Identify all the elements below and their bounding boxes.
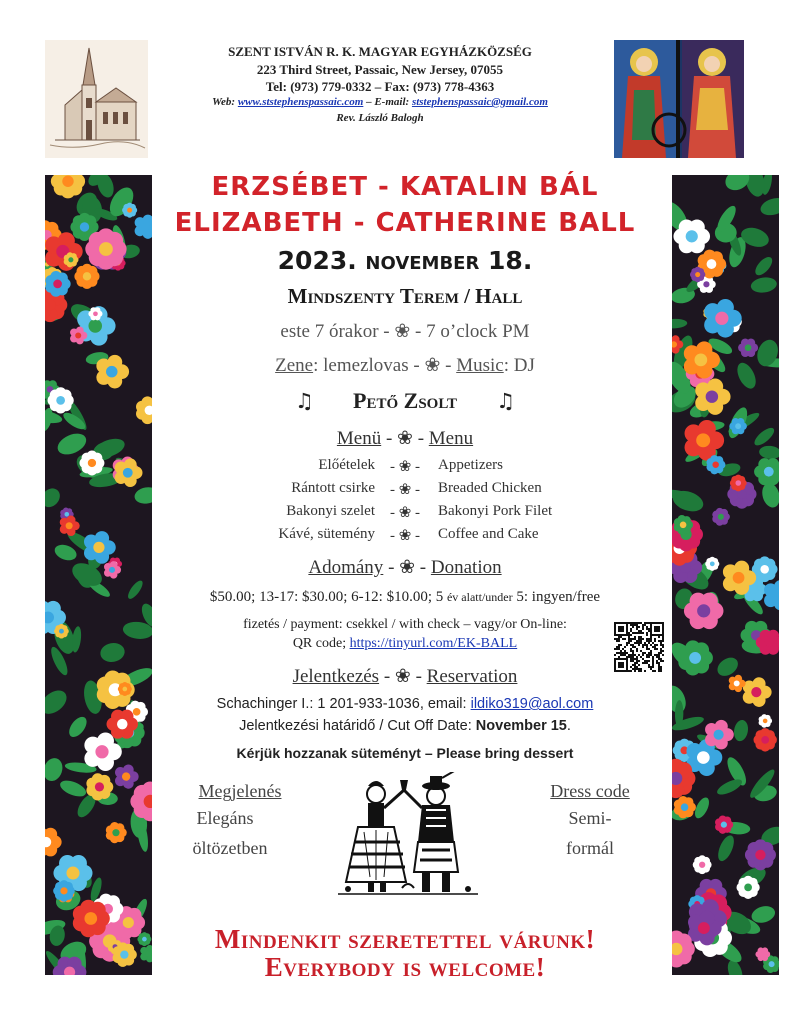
event-date: 2023. november 18. [277, 246, 533, 275]
donation-heading: Adomány - ❀ - Donation [308, 557, 502, 578]
dress-en-line2: formál [566, 838, 614, 858]
menu-heading: Menü - ❀ - Menu [336, 428, 474, 449]
music-notes-icon: ♫ [294, 389, 314, 413]
music-en-label: Music [456, 355, 504, 376]
parish-name: SZENT ISTVÁN R. K. MAGYAR EGYHÁZKÖZSÉG [228, 44, 532, 59]
menu-separator: - ❀ - [389, 505, 421, 521]
dress-en-heading: Dress code [550, 781, 630, 801]
title-hungarian: ERZSÉBET - KATALIN BÁL [211, 172, 599, 202]
event-time: este 7 órakor - ❀ - 7 o’clock PM [280, 321, 530, 342]
donation-prices: $50.00; 13-17: $30.00; 6-12: $10.00; 5 év alatt/under 5: ingyen/free [209, 589, 601, 605]
menu-item-hu: Kávé, sütemény [278, 526, 375, 542]
dress-hu-heading: Megjelenés [198, 781, 282, 801]
church-image [45, 40, 148, 158]
menu-item-hu: Előételek [318, 457, 375, 473]
menu-separator: - ❀ - [389, 528, 421, 544]
parish-web-email [160, 96, 600, 108]
right-embroidery-border [672, 175, 779, 975]
music-hu-label: Zene [275, 355, 314, 376]
reservation-contact: Schachinger I.: 1 201-933-1036, email: ildiko319@aol.com [216, 696, 594, 712]
menu-item-hu: Bakonyi szelet [286, 503, 375, 519]
welcome-hungarian: Mindenkit szeretettel várunk! [214, 924, 596, 954]
menu-item-en: Appetizers [438, 457, 503, 473]
menu-item-en: Breaded Chicken [438, 480, 542, 496]
dj-name-row [150, 388, 660, 414]
parish-email-link[interactable]: ststephenspassaic@gmail.com [411, 96, 548, 108]
menu-item-hu: Rántott csirke [291, 480, 375, 496]
folk-dancers-illustration [318, 772, 498, 900]
email-label: – E-mail: [366, 96, 410, 108]
qr-line: QR code; https://tinyurl.com/EK-BALL [292, 636, 518, 651]
priest-name: Rev. László Balogh [336, 112, 424, 124]
welcome-english: Everybody is welcome! [264, 952, 546, 982]
parish-phones: Tel: (973) 779-0332 – Fax: (973) 778-4363 [265, 79, 495, 94]
parish-address: 223 Third Street, Passaic, New Jersey, 07055 [256, 62, 504, 77]
left-embroidery-border [45, 175, 152, 975]
payment-info: fizetés / payment: csekkel / with check – vagy/or On-line: [243, 617, 567, 632]
dj-name: Pető Zsolt [353, 388, 457, 413]
dress-hu-line1: Elegáns [196, 808, 254, 828]
menu-separator: - ❀ - [389, 482, 421, 498]
dessert-request: Kérjük hozzanak süteményt – Please bring dessert [236, 745, 574, 761]
dress-en-line1: Semi- [568, 808, 612, 828]
reservation-email-link[interactable]: ildiko319@aol.com [470, 696, 594, 712]
web-label: Web: [212, 96, 236, 108]
stained-glass-image [614, 40, 744, 158]
music-notes-icon: ♫ [496, 389, 516, 413]
reservation-deadline: Jelentkezési határidő / Cut Off Date: November 15. [239, 718, 571, 734]
website-link[interactable]: www.ststephenspassaic.com [237, 96, 364, 108]
title-english: ELIZABETH - CATHERINE BALL [174, 208, 636, 238]
menu-item-en: Coffee and Cake [438, 526, 539, 542]
reservation-heading: Jelentkezés - ❀ - Reservation [292, 666, 518, 687]
event-music: Zene: lemezlovas - ❀ - Music: DJ [275, 355, 535, 376]
dress-hu-line2: öltözetben [192, 838, 268, 858]
registration-link[interactable]: https://tinyurl.com/EK-BALL [349, 636, 518, 651]
menu-item-en: Bakonyi Pork Filet [438, 503, 553, 519]
menu-separator: - ❀ - [389, 459, 421, 475]
event-venue: Mindszenty Terem / Hall [287, 284, 523, 308]
